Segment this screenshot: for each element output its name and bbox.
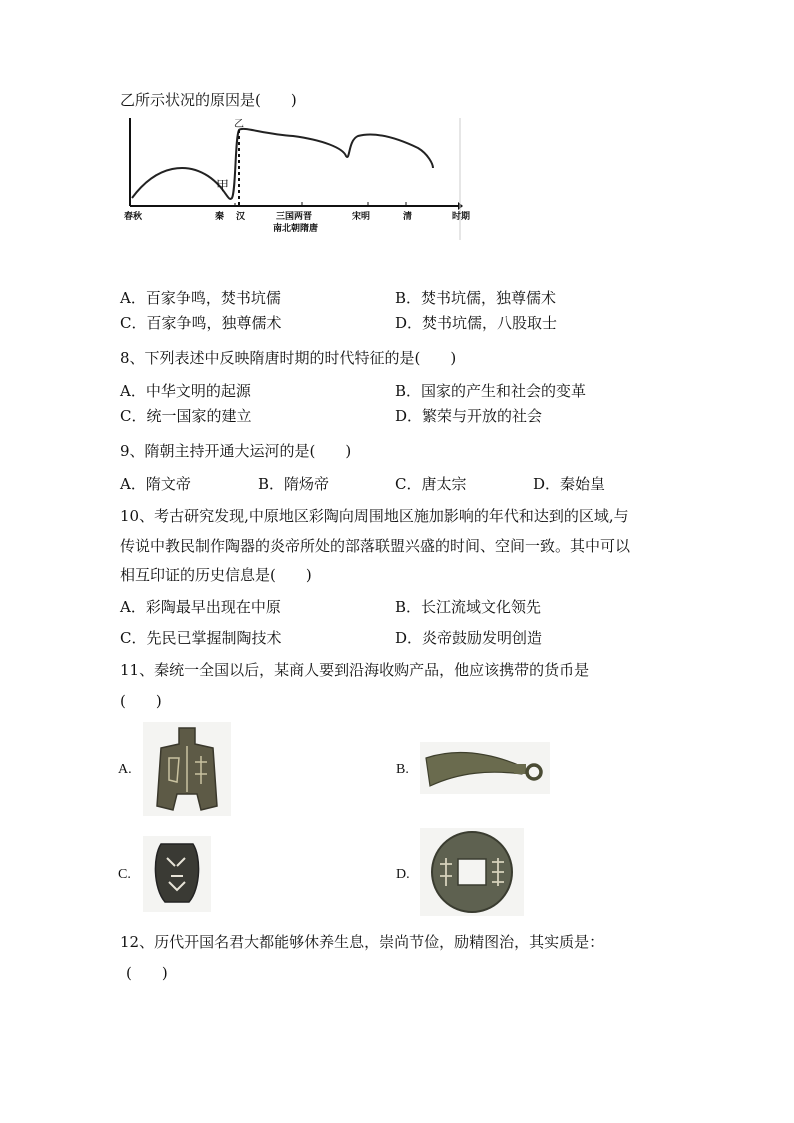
q7-option-a: A．百家争鸣，焚书坑儒 <box>120 289 281 307</box>
q9-option-b: B．隋炀帝 <box>258 475 330 493</box>
q9-option-a: A．隋文帝 <box>120 475 191 493</box>
tick-label: 汉 <box>236 212 246 222</box>
coin-spade-image <box>143 722 231 816</box>
q8-option-a: A．中华文明的起源 <box>120 382 251 400</box>
tick-label: 宋明 <box>352 212 371 222</box>
q7-option-c: C．百家争鸣，独尊儒术 <box>120 314 282 332</box>
q10-line2: 传说中教民制作陶器的炎帝所处的部落联盟兴盛的时间、空间一致。其中可以 <box>120 537 631 555</box>
tick-label: 春秋 <box>124 212 143 222</box>
q8-option-b: B．国家的产生和社会的变革 <box>395 382 587 400</box>
coin-antnose-image <box>143 836 211 912</box>
q7-stem: 乙所示状况的原因是( ) <box>120 91 297 109</box>
q8-option-c: C．统一国家的建立 <box>120 407 252 425</box>
q10-line3: 相互印证的历史信息是( ) <box>120 566 312 584</box>
label-jia: 甲 <box>216 179 230 194</box>
q10-option-a: A．彩陶最早出现在中原 <box>120 598 281 616</box>
q11-label-b: B. <box>396 762 409 777</box>
q8-stem: 8、下列表述中反映隋唐时期的时代特征的是( ) <box>120 349 457 367</box>
q11-label-a: A. <box>118 762 132 777</box>
q9-option-d: D．秦始皇 <box>533 475 606 493</box>
tick-label: 清 <box>403 212 413 222</box>
chart-curve <box>132 129 433 199</box>
q11-label-d: D. <box>396 867 410 882</box>
q9-option-c: C．唐太宗 <box>395 475 467 493</box>
q11-label-c: C. <box>118 867 131 882</box>
q10-option-b: B．长江流域文化领先 <box>395 598 542 616</box>
q11-line2: ( ) <box>120 692 162 710</box>
q8-option-d: D．繁荣与开放的社会 <box>395 407 543 425</box>
tick-label: 南北朝隋唐 <box>273 224 319 234</box>
q7-option-b: B．焚书坑儒，独尊儒术 <box>395 289 557 307</box>
label-yi: 乙 <box>234 119 244 130</box>
coin-knife-image <box>420 742 550 794</box>
coin-banliang-image <box>420 828 524 916</box>
q7-chart <box>118 118 471 243</box>
tick-label: 三国两晋 <box>276 212 313 222</box>
q7-option-d: D．焚书坑儒，八股取士 <box>395 314 558 332</box>
q12-line2: ( ) <box>126 964 168 982</box>
q10-line1: 10、考古研究发现,中原地区彩陶向周围地区施加影响的年代和达到的区域,与 <box>120 507 629 525</box>
q12-line1: 12、历代开国名君大都能够休养生息，崇尚节俭，励精图治，其实质是： <box>120 933 605 951</box>
q10-option-d: D．炎帝鼓励发明创造 <box>395 629 543 647</box>
tick-label: 时期 <box>452 212 471 222</box>
q11-line1: 11、秦统一全国以后，某商人要到沿海收购产品，他应该携带的货币是 <box>120 661 590 679</box>
tick-label: 秦 <box>215 212 225 222</box>
q10-option-c: C．先民已掌握制陶技术 <box>120 629 282 647</box>
q9-stem: 9、隋朝主持开通大运河的是( ) <box>120 442 352 460</box>
